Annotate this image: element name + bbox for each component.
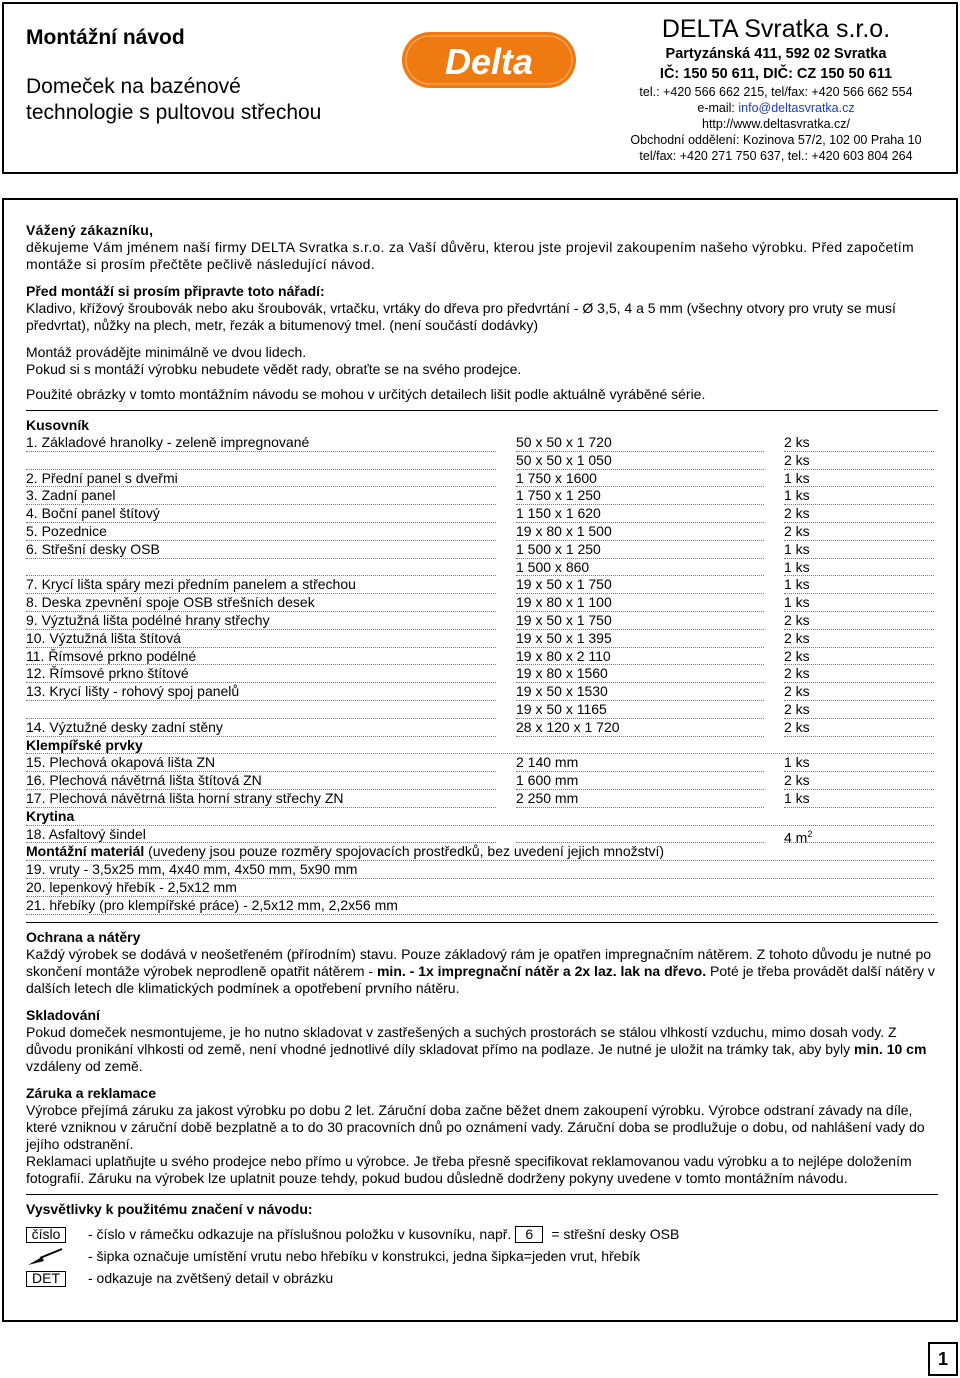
- parts-row: [26, 470, 938, 488]
- skladovani-text-b: vzdáleny od země.: [26, 1057, 143, 1074]
- company-ids: IČ: 150 50 611, DIČ: CZ 150 50 611: [659, 66, 893, 82]
- ochrana-heading: Ochrana a nátěry: [26, 928, 141, 945]
- parts-row: [26, 452, 938, 470]
- legend-det-label: DET: [26, 1271, 66, 1287]
- material-heading-row: [26, 843, 938, 861]
- company-address: Partyzánská 411, 592 02 Svratka: [665, 46, 887, 62]
- material-note: (uvedeny jsou pouze rozměry spojovacích prostředků, bez uvedení jejich množství): [144, 843, 665, 860]
- parts-row: [26, 737, 938, 755]
- page-number: 1: [928, 1342, 958, 1376]
- part-name: 5. Pozednice: [26, 523, 496, 541]
- part-qty: 2 ks: [784, 505, 934, 523]
- ochrana-text: [26, 946, 938, 997]
- part-qty: 2 ks: [784, 523, 934, 541]
- material-row: [26, 897, 938, 915]
- parts-row: [26, 808, 938, 826]
- legend-det-text: - odkazuje na zvětšený detail v obrázku: [88, 1270, 334, 1287]
- material-list: [26, 861, 938, 914]
- pictures-note: Použité obrázky v tomto montážním návodu se mohou v určitých detailech lišit podle aktuálně vyráběné série.: [26, 386, 706, 402]
- divider: [26, 1194, 938, 1195]
- part-name: 9. Výztužná lišta podélné hrany střechy: [26, 612, 496, 630]
- part-size: 28 x 120 x 1 720: [516, 719, 764, 737]
- thanks-text: děkujeme Vám jménem naší firmy DELTA Svratka s.r.o. za Vaší důvěru, kterou jste projevil zakoupením našeho výrobku. Před započetím montáže si prosím přečtěte pečlivě následující návod.: [26, 239, 914, 272]
- part-name: 1. Základové hranolky - zeleně impregnované: [26, 434, 496, 452]
- part-name: 4. Boční panel štítový: [26, 505, 496, 523]
- part-qty: 1 ks: [784, 754, 934, 772]
- email-label: e-mail:: [697, 101, 739, 115]
- part-qty: 1 ks: [784, 487, 934, 505]
- skladovani-heading: Skladování: [26, 1006, 100, 1023]
- parts-row: [26, 772, 938, 790]
- parts-row: [26, 701, 938, 719]
- parts-row: [26, 790, 938, 808]
- legend-arrow-text: - šipka označuje umístění vrutu nebo hřebíku v konstrukci, jedna šipka=jeden vrut, hřebík: [88, 1248, 641, 1265]
- part-name: 12. Římsové prkno štítové: [26, 665, 496, 683]
- part-size: 19 x 50 x 1165: [516, 701, 764, 719]
- parts-row: [26, 648, 938, 666]
- header-titles: [26, 26, 386, 126]
- main-content-box: [2, 198, 958, 1322]
- zaruka-heading: Záruka a reklamace: [26, 1084, 156, 1101]
- part-qty: 2 ks: [784, 701, 934, 719]
- part-name: 15. Plechová okapová lišta ZN: [26, 754, 496, 772]
- part-size: 19 x 50 x 1 750: [516, 576, 764, 594]
- part-name: [26, 452, 496, 470]
- part-size: 2 250 mm: [516, 790, 764, 808]
- parts-row: [26, 559, 938, 577]
- part-name: 6. Střešní desky OSB: [26, 541, 496, 559]
- parts-row: [26, 505, 938, 523]
- part-size: 1 600 mm: [516, 772, 764, 790]
- part-qty: 1 ks: [784, 470, 934, 488]
- parts-row: [26, 541, 938, 559]
- parts-row: [26, 826, 938, 844]
- part-size: 1 750 x 1 250: [516, 487, 764, 505]
- tools-text: Kladivo, křížový šroubovák nebo aku šroubovák, vrtačku, vrtáky do dřeva pro předvrtání - Ø 3,5, 4 a 5 mm (všechny otvory pro vruty se musí předvrtat), nůžky na plech, metr, řezák a bitumenový tmel. (není součástí dodávky): [26, 300, 896, 333]
- skladovani-text-a: Pokud domeček nesmontujeme, je ho nutno skladovat v zastřešených a suchých prostorách se stálou vlhkostí vzduchu, mimo dosah vody. Z důvodu pronikání vlhkosti od země, není vhodné jednotlivé díly skladovat přímo na podlaze. Je nutné je uložit na trámky tak, aby byly: [26, 1023, 897, 1057]
- document-subtitle-line2: technologie s pultovou střechou: [26, 101, 322, 124]
- tools-heading: Před montáží si prosím připravte toto nářadí:: [26, 283, 325, 299]
- company-phone: tel.: +420 566 662 215, tel/fax: +420 566 662 554: [639, 85, 913, 99]
- part-name: [26, 701, 496, 719]
- material-item: 21. hřebíky (pro klempířské práce) - 2,5x12 mm, 2,2x56 mm: [26, 897, 934, 915]
- part-name: 2. Přední panel s dveřmi: [26, 470, 496, 488]
- part-name: 13. Krycí lišty - rohový spoj panelů: [26, 683, 496, 701]
- material-heading: Montážní materiál: [26, 843, 145, 860]
- part-name: 16. Plechová návětrná lišta štítová ZN: [26, 772, 496, 790]
- part-size: 1 500 x 860: [516, 559, 764, 577]
- divider: [26, 922, 938, 923]
- part-size: 50 x 50 x 1 050: [516, 452, 764, 470]
- parts-row: [26, 487, 938, 505]
- ochrana-text-b: Poté je třeba provádět další nátěry v dalších letech dle klimatických podmínek a opotřebení prvního nátěru.: [26, 962, 935, 996]
- part-size: 2 140 mm: [516, 754, 764, 772]
- material-item: 20. lepenkový hřebík - 2,5x12 mm: [26, 879, 934, 897]
- arrow-icon: [26, 1247, 66, 1267]
- parts-row: [26, 434, 938, 452]
- part-qty: 2 ks: [784, 719, 934, 737]
- content: [26, 222, 938, 1290]
- legend-heading: Vysvětlivky k použitému značení v návodu:: [26, 1200, 313, 1217]
- part-name: 17. Plechová návětrná lišta horní strany střechy ZN: [26, 790, 496, 808]
- zaruka-text-1: Výrobce přejímá záruku za jakost výrobku po dobu 2 let. Záruční doba začne běžet dnem zakoupení výrobku. Výrobce odstraní závady na díle, které vzniknou v záruční době bezplatně a to do 30 pracovních dnů po oznámení vady. Záruční doba se prodlužuje o dobu, od nahlášení vady do jejího odstranění.: [26, 1101, 925, 1152]
- parts-row: [26, 594, 938, 612]
- header-box: [2, 2, 958, 174]
- part-qty: 1 ks: [784, 790, 934, 808]
- part-qty: 2 ks: [784, 772, 934, 790]
- legend-row-det: [26, 1268, 938, 1290]
- part-qty: 2 ks: [784, 434, 934, 452]
- part-size: 19 x 80 x 1560: [516, 665, 764, 683]
- email-link[interactable]: info@deltasvratka.cz: [738, 101, 855, 115]
- seller-note: Pokud si s montáží výrobku nebudete vědět rady, obraťte se na svého prodejce.: [26, 361, 522, 377]
- company-email-line: [616, 100, 936, 116]
- part-size: 19 x 80 x 1 500: [516, 523, 764, 541]
- greeting: Vážený zákazníku,: [26, 222, 154, 238]
- part-name: Klempířské prvky: [26, 737, 934, 755]
- part-size: 1 150 x 1 620: [516, 505, 764, 523]
- part-qty: 1 ks: [784, 559, 934, 577]
- part-size: 19 x 80 x 1 100: [516, 594, 764, 612]
- part-name: [26, 559, 496, 577]
- material-row: [26, 879, 938, 897]
- document-title: Montážní návod: [26, 26, 185, 49]
- part-size: 19 x 50 x 1 395: [516, 630, 764, 648]
- zaruka-text-2: Reklamaci uplatňujte u svého prodejce nebo přímo u výrobce. Je třeba přesně specifikovat reklamovanou vadu výrobku a to nejlépe doložením fotografií. Záruku na výrobek lze uplatnit pouze tehdy, pokud budou důsledně dodrženy pokyny uvedene v tomto montážním návodu.: [26, 1152, 912, 1186]
- two-people-note: Montáž provádějte minimálně ve dvou lidech.: [26, 344, 307, 360]
- kusovnik-heading: Kusovník: [26, 417, 90, 433]
- part-size: [516, 826, 764, 844]
- parts-row: [26, 576, 938, 594]
- logo-text: Delta: [444, 41, 534, 82]
- part-name: 8. Deska zpevnění spoje OSB střešních desek: [26, 594, 496, 612]
- part-size: 50 x 50 x 1 720: [516, 434, 764, 452]
- company-office: Obchodní oddělení: Kozinova 57/2, 102 00 Praha 10: [630, 133, 922, 147]
- part-size: 19 x 50 x 1530: [516, 683, 764, 701]
- part-name: 10. Výztužná lišta štítová: [26, 630, 496, 648]
- part-qty: 2 ks: [784, 612, 934, 630]
- part-size: 1 500 x 1 250: [516, 541, 764, 559]
- part-qty-value: 4 m: [784, 829, 808, 846]
- part-size: 19 x 50 x 1 750: [516, 612, 764, 630]
- ochrana-text-bold: min. - 1x impregnační nátěr a 2x laz. lak na dřevo.: [376, 962, 707, 979]
- company-web[interactable]: http://www.deltasvratka.cz/: [702, 117, 850, 131]
- legend-row-box: [26, 1224, 938, 1246]
- legend-box-example-text: = střešní desky OSB: [551, 1226, 680, 1243]
- part-qty: [784, 826, 934, 844]
- parts-row: [26, 630, 938, 648]
- company-name: DELTA Svratka s.r.o.: [661, 15, 891, 43]
- legend-row-arrow: [26, 1246, 938, 1268]
- part-size: 19 x 80 x 2 110: [516, 648, 764, 666]
- part-qty: 2 ks: [784, 665, 934, 683]
- parts-row: [26, 719, 938, 737]
- legend-box-label: číslo: [26, 1227, 66, 1243]
- part-name: 14. Výztužné desky zadní stěny: [26, 719, 496, 737]
- part-qty: 1 ks: [784, 576, 934, 594]
- divider: [26, 410, 938, 411]
- part-qty: 2 ks: [784, 683, 934, 701]
- legend: [26, 1224, 938, 1290]
- part-qty: 1 ks: [784, 594, 934, 612]
- part-size: 1 750 x 1600: [516, 470, 764, 488]
- legend-box-text: - číslo v rámečku odkazuje na příslušnou položku v kusovníku, např.: [88, 1226, 512, 1243]
- document-subtitle-line1: Domeček na bazénové: [26, 75, 241, 98]
- part-name: 18. Asfaltový šindel: [26, 826, 496, 844]
- delta-logo: [400, 28, 578, 92]
- material-row: [26, 861, 938, 879]
- ochrana-text-a: Každý výrobek se dodává v neošetřeném (přírodním) stavu. Pouze základový rám je opatřen impregnačním nátěrem. Z tohoto důvodu je nutné po skončení montáže výrobek neprodleně opatřit nátěrem -: [26, 945, 932, 979]
- part-name: 3. Zadní panel: [26, 487, 496, 505]
- part-name: Krytina: [26, 808, 934, 826]
- part-qty: 2 ks: [784, 648, 934, 666]
- parts-row: [26, 665, 938, 683]
- legend-box-example: 6: [515, 1226, 543, 1243]
- part-name: 7. Krycí lišta spáry mezi předním panelem a střechou: [26, 576, 496, 594]
- skladovani-text-bold: min. 10 cm: [854, 1040, 927, 1057]
- company-office-phone: tel/fax: +420 271 750 637, tel.: +420 603 804 264: [639, 149, 913, 163]
- parts-row: [26, 754, 938, 772]
- part-qty: 2 ks: [784, 630, 934, 648]
- parts-row: [26, 683, 938, 701]
- company-info: [616, 14, 936, 164]
- part-qty: 2 ks: [784, 452, 934, 470]
- skladovani-text: [26, 1024, 938, 1075]
- part-name: 11. Římsové prkno podélné: [26, 648, 496, 666]
- part-qty-sup: 2: [807, 828, 813, 839]
- part-qty: 1 ks: [784, 541, 934, 559]
- parts-row: [26, 612, 938, 630]
- material-item: 19. vruty - 3,5x25 mm, 4x40 mm, 4x50 mm, 5x90 mm: [26, 861, 934, 879]
- parts-list: [26, 434, 938, 846]
- parts-row: [26, 523, 938, 541]
